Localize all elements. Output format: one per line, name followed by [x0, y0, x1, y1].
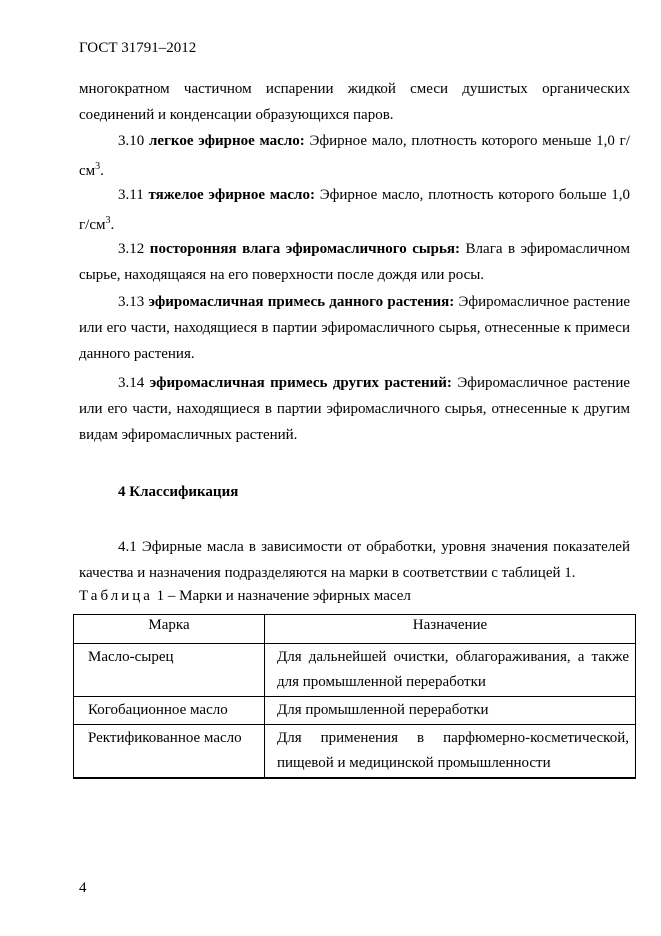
- table-row: [74, 644, 636, 697]
- clause-number: 3.13: [118, 294, 145, 310]
- header-grade: Марка: [74, 615, 265, 644]
- superscript: 3: [105, 215, 111, 226]
- cell-purpose: Для применения в парфюмерно-косметической, пищевой и медицинской промышленности: [265, 725, 636, 779]
- cell-grade: Масло-сырец: [74, 644, 265, 697]
- definition: Эфирное масло, плотность которого больше 1,0 г/см: [79, 187, 630, 233]
- term: тяжелое эфирное масло:: [148, 187, 315, 203]
- period: .: [110, 217, 115, 233]
- paragraph-3-10: [79, 128, 630, 184]
- table-header-row: [74, 615, 636, 644]
- term: эфиромасличная примесь данного растения:: [148, 294, 455, 310]
- clause-number: 3.11: [118, 187, 144, 203]
- cell-purpose: Для дальнейшей очистки, облагораживания, а также для промышленной переработки: [265, 644, 636, 697]
- paragraph-3-11: [79, 182, 630, 238]
- paragraph-continuation: многократном частичном испарении жидкой смеси душистых органических соединений и конденсации образующихся паров.: [79, 81, 630, 123]
- page-number: 4: [79, 880, 87, 896]
- definition: Влага в эфиромасличном сырье, находящаяся на его поверхности после дождя или росы.: [79, 241, 630, 283]
- table-caption: [79, 588, 411, 605]
- paragraph-3-12: [79, 236, 630, 288]
- table-row: [74, 725, 636, 779]
- document-header: ГОСТ 31791–2012: [79, 40, 197, 56]
- term: посторонняя влага эфиромасличного сырья:: [149, 241, 460, 257]
- paragraph-4-1: 4.1 Эфирные масла в зависимости от обработки, уровня значения показателей качества и назначения подразделяются на марки в соответствии с таблицей 1.: [79, 539, 630, 581]
- term: эфиромасличная примесь других растений:: [149, 375, 452, 391]
- cell-purpose: Для промышленной переработки: [265, 697, 636, 725]
- definition: Эфиромасличное растение или его части, находящиеся в партии эфиромасличного сырья, отнесенные к другим видам эфиромасличных растений.: [79, 375, 631, 443]
- clause-number: 3.14: [118, 375, 145, 391]
- term: легкое эфирное масло:: [149, 133, 305, 149]
- cell-grade: Ректификованное масло: [74, 725, 265, 779]
- superscript: 3: [95, 161, 101, 172]
- caption-label: Таблица: [79, 588, 153, 604]
- section-title: 4 Классификация: [118, 484, 239, 500]
- paragraph-3-14: [79, 370, 630, 448]
- caption-text: 1 – Марки и назначение эфирных масел: [152, 588, 411, 604]
- paragraph-3-13: [79, 289, 630, 367]
- definition: Эфиромасличное растение или его части, находящиеся в партии эфиромасличного сырья, отнесенные к примеси данного растения.: [79, 294, 631, 362]
- table-row: [74, 697, 636, 725]
- period: .: [100, 163, 104, 179]
- definition: Эфирное мало, плотность которого меньше 1,0 г/см: [79, 133, 630, 179]
- header-purpose: Назначение: [265, 615, 636, 644]
- cell-grade: Когобационное масло: [74, 697, 265, 725]
- clause-number: 3.12: [118, 241, 145, 257]
- grades-table: [73, 614, 636, 779]
- clause-number: 3.10: [118, 133, 145, 149]
